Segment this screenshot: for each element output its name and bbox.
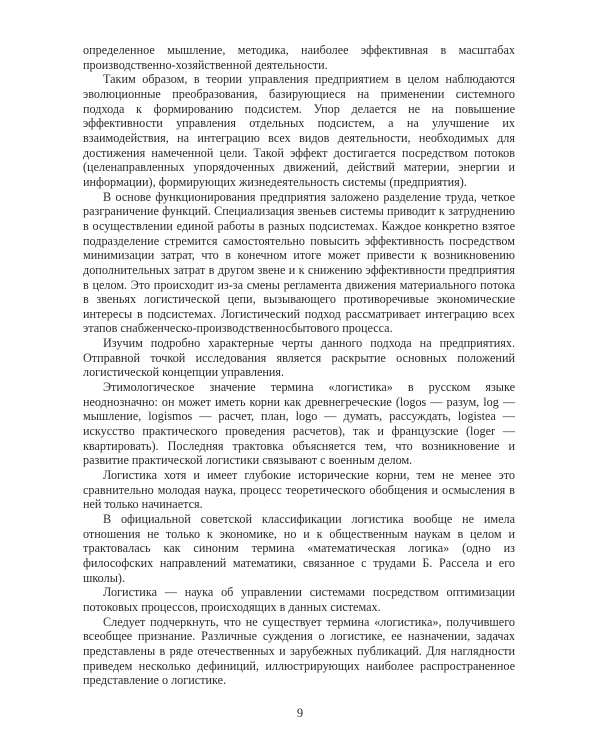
page-number: 9 (296, 706, 304, 720)
paragraph-definition: Логистика — наука об управлении системами посредством оптимизации потоковых процессов, происходящих в данных системах. (83, 585, 515, 614)
paragraph-no-universal-term: Следует подчеркнуть, что не существует термина «логистика», получившего всеобщее признание. Различные суждения о логистике, ее назначении, задачах представлены в ряде отечественных и зарубежных публикаций. Для наглядности приведем несколько дефиниций, иллюстрирующих наиболее распространенное представление о логистике. (83, 614, 515, 688)
paragraph-evolution: Таким образом, в теории управления предприятием в целом наблюдаются эволюционные преобразования, базирующиеся на применении системного подхода к формированию подсистем. Упор делается не на повышение эффективности управления отдельных подсистем, а на улучшение их взаимодействия, на интеграцию всех видов деятельности, необходимых для достижения намеченной цели. Такой эффект достигается посредством потоков (целенаправленных упорядоченных движений, действий материи, энергии и информации), формирующих жизнедеятельность системы (предприятия). (83, 72, 515, 189)
paragraph-continuation: определенное мышление, методика, наиболее эффективная в масштабах производственно-хозяйственной деятельности. (83, 43, 515, 72)
paragraph-young-science: Логистика хотя и имеет глубокие исторические корни, тем не менее это сравнительно молодая наука, процесс теоретического обобщения и осмысления в ней только начинается. (83, 468, 515, 512)
paragraph-etymology: Этимологическое значение термина «логистика» в русском языке неоднозначно: он может иметь корни как древнегреческие (logos — разум, log — мышление, logismos — расчет, план, logo — думать, рассуждать, logistea — искусство практического проведения расчетов), так и французские (loger — квартировать). Последняя трактовка объясняется тем, что возникновение и развитие практической логистики связывают с военным делом. (83, 380, 515, 468)
paragraph-study-approach: Изучим подробно характерные черты данного подхода на предприятиях. Отправной точкой исследования является раскрытие основных положений логистической концепции управления. (83, 336, 515, 380)
paragraph-division-of-labor: В основе функционирования предприятия заложено разделение труда, четкое разграничение функций. Специализация звеньев системы приводит к затруднению в осуществлении единой работы в разных подсистемах. Каждое конкретно взятое подразделение стремится самостоятельно повысить эффективность посредством минимизации затрат, что в конечном итоге может привести к возникновению дополнительных затрат в другом звене и к снижению эффективности предприятия в целом. Это происходит из-за смены регламента движения материального потока в звеньях логистической цепи, вызывающего противоречивые экономические интересы в подсистемах. Логистический подход рассматривает интеграцию всех этапов снабженческо-производственносбытового процесса. (83, 189, 515, 336)
paragraph-soviet-classification: В официальной советской классификации логистика вообще не имела отношения не только к экономике, но и к общественным наукам в целом и трактовалась как синоним термина «математическая логика» (одно из философских направлений математики, связанное с трудами Б. Рассела и его школы). (83, 512, 515, 585)
body-text (83, 43, 515, 688)
